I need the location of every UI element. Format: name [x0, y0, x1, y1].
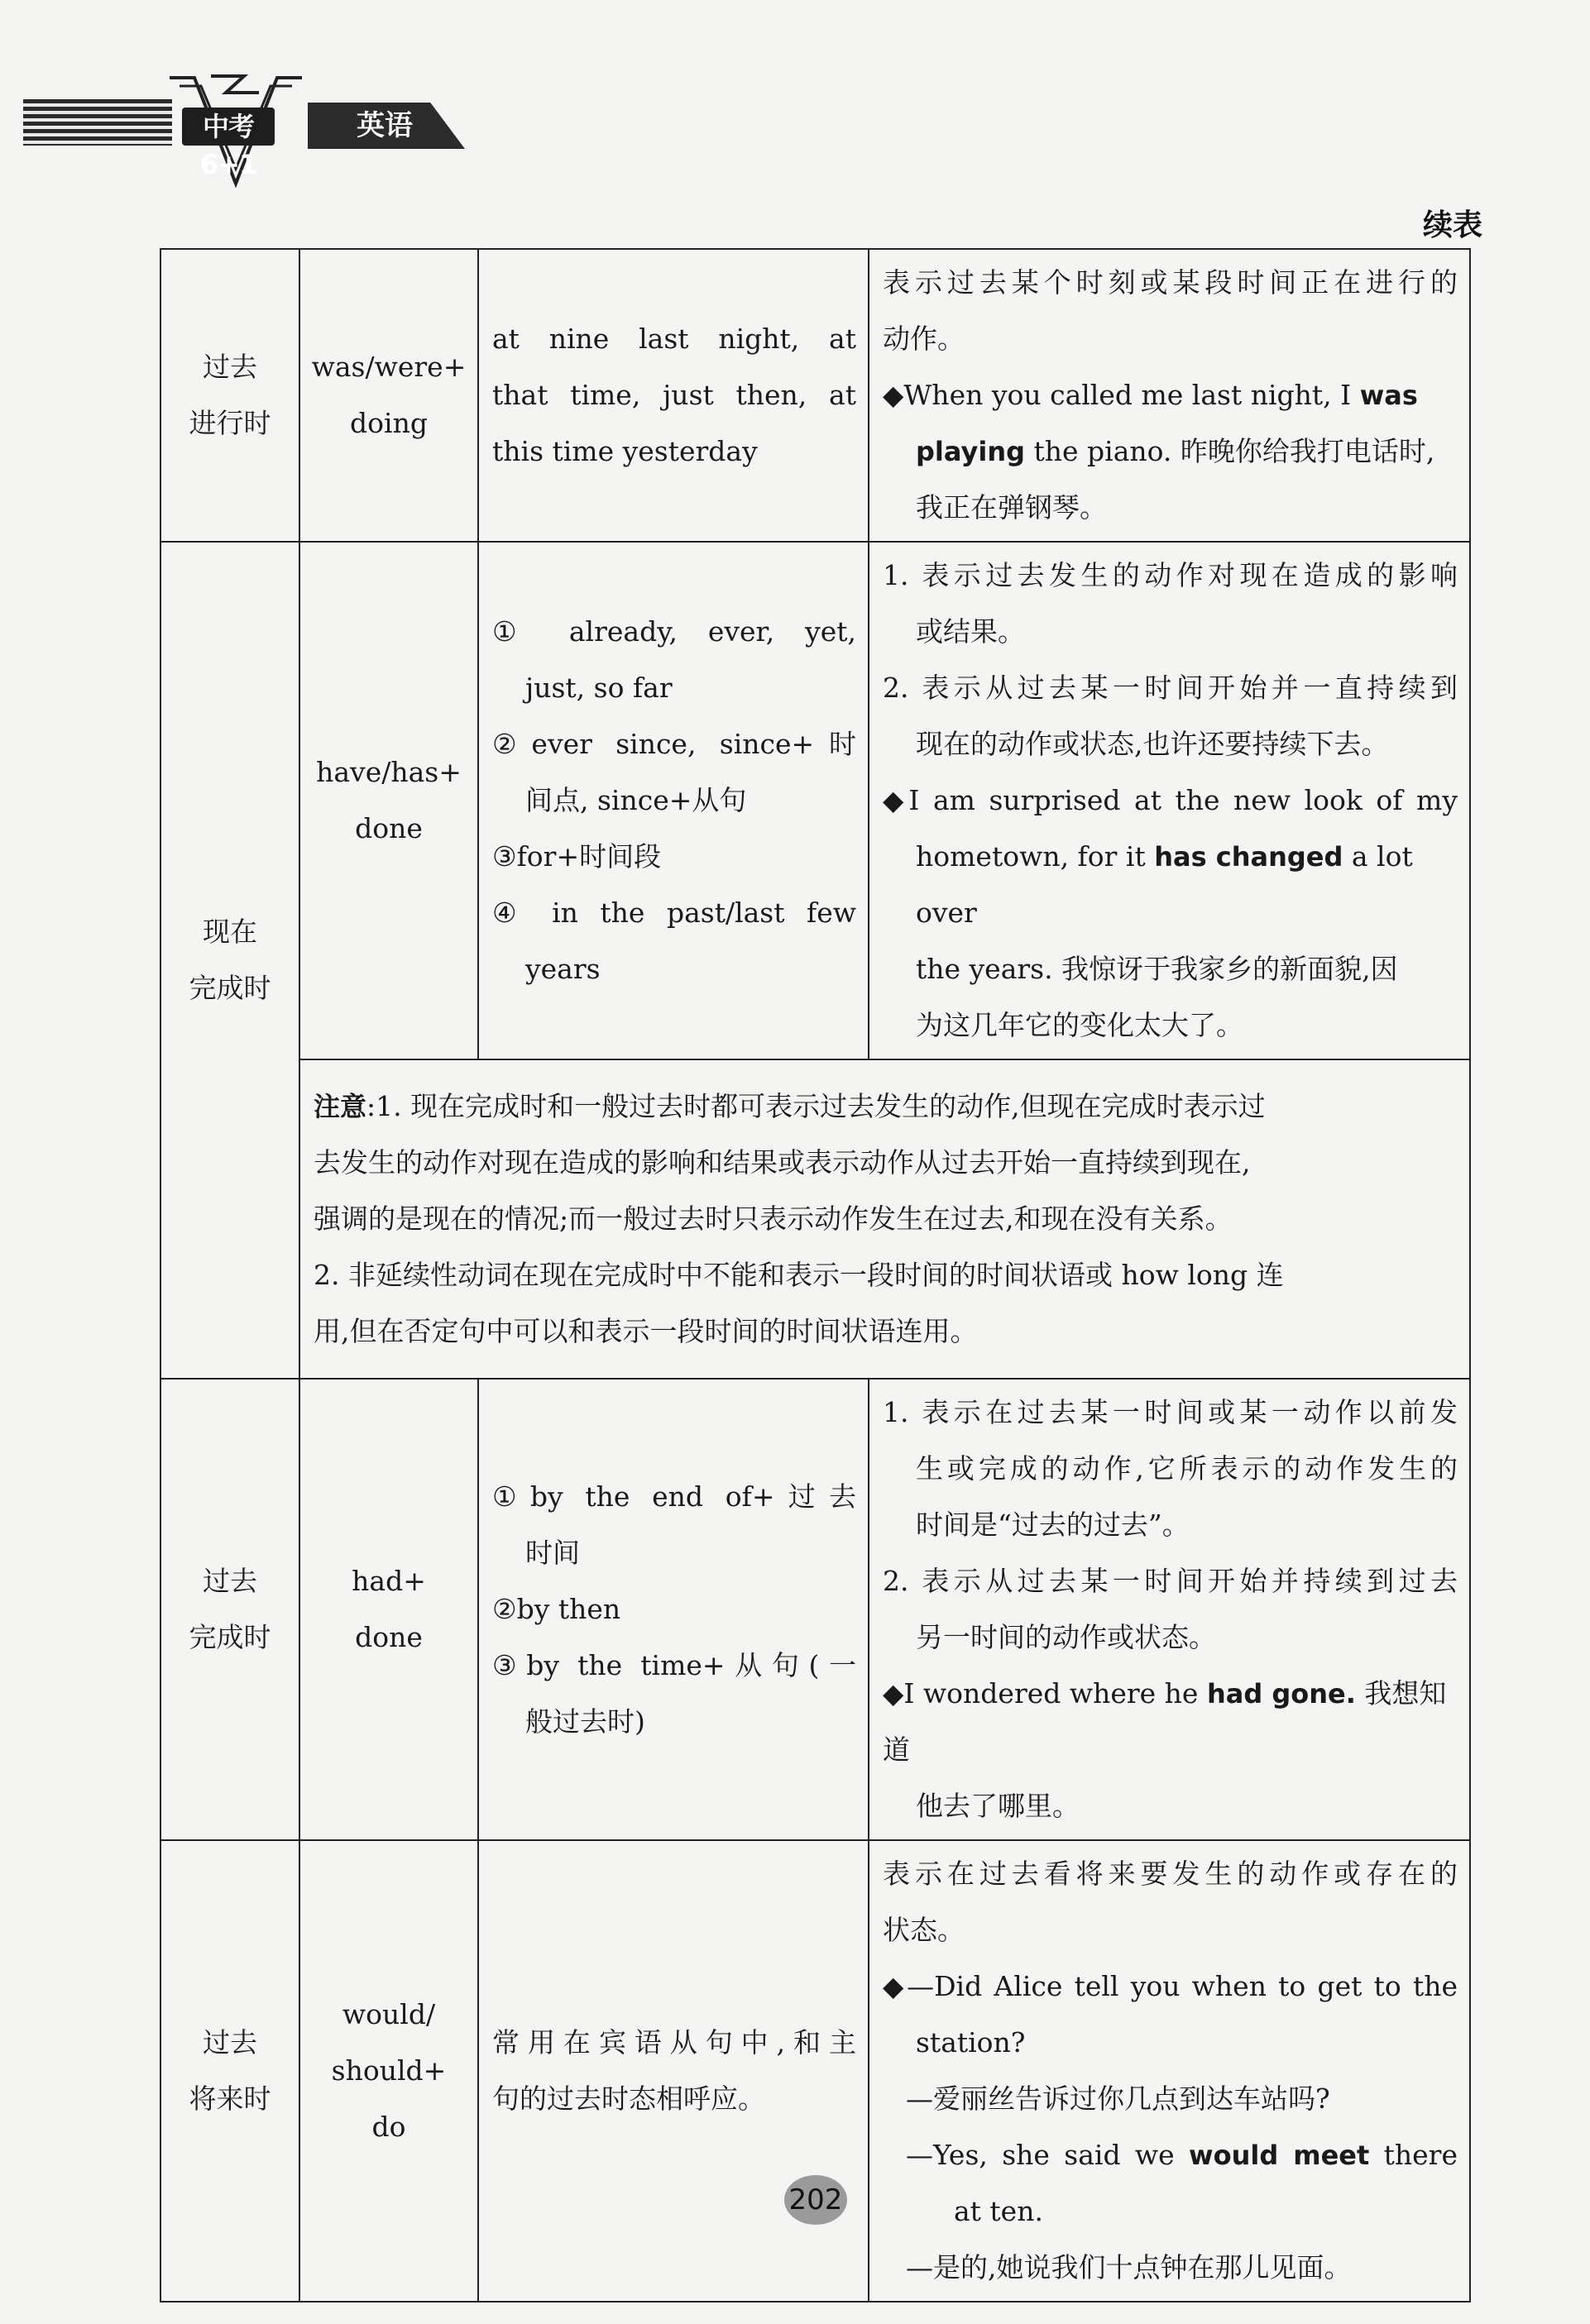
tense-name-line: 进行时	[189, 407, 271, 439]
tense-name-line: 过去	[203, 2026, 257, 2059]
usage-line: 2. 表示从过去某一时间开始并持续到过去	[883, 1565, 1458, 1597]
adverbial-line: 常用在宾语从句中,和主	[492, 2026, 856, 2059]
usage-line: 时间是“过去的过去”。	[916, 1509, 1190, 1541]
table-row	[160, 1840, 1470, 2302]
table-row	[160, 1379, 1470, 1840]
form-line: was/were+	[311, 351, 467, 383]
example-translation: —爱丽丝告诉过你几点到达车站吗?	[906, 2083, 1330, 2115]
usage-line: 另一时间的动作或状态。	[916, 1621, 1216, 1653]
diamond-bullet-icon: ◆	[883, 379, 904, 411]
usage-line: 或结果。	[916, 615, 1025, 648]
example-translation: 我正在弹钢琴。	[916, 491, 1107, 524]
form-line: done	[355, 812, 423, 844]
tense-table	[160, 248, 1471, 2302]
note-line: 用,但在否定句中可以和表示一段时间的时间状语连用。	[314, 1315, 978, 1347]
usage-line: 2. 表示从过去某一时间开始并一直持续到	[883, 672, 1458, 704]
page-number: 202	[784, 2175, 847, 2225]
adverbial-line: 时间	[525, 1537, 580, 1569]
adverbial-line: ②ever since, since+时	[492, 728, 856, 760]
example-sentence	[883, 1958, 1458, 2015]
usage-cell	[869, 249, 1470, 542]
adverbial-line: 般过去时)	[525, 1705, 645, 1738]
adverbial-line: ②by then	[492, 1593, 621, 1625]
example-text: at ten.	[954, 2195, 1043, 2227]
diamond-bullet-icon: ◆	[883, 784, 909, 816]
adverbial-line: ③for+时间段	[492, 840, 662, 873]
tense-name-line: 完成时	[189, 1621, 271, 1653]
adverbial-line: 间点, since+从句	[525, 784, 747, 816]
example-text: I am surprised at the new look of my	[908, 784, 1458, 816]
usage-line: 1. 表示过去发生的动作对现在造成的影响	[883, 559, 1458, 591]
diamond-bullet-icon: ◆	[883, 1970, 908, 2002]
example-text: —Yes, she said we	[906, 2139, 1190, 2171]
time-adverbials	[478, 1840, 869, 2302]
example-text: a lot over	[916, 840, 1413, 929]
tense-name	[160, 249, 299, 542]
example-keyword: had gone.	[1206, 1678, 1356, 1710]
note-line: 强调的是现在的情况;而一般过去时只表示动作发生在过去,和现在没有关系。	[314, 1203, 1233, 1235]
note-line: 去发生的动作对现在造成的影响和结果或表示动作从过去开始一直持续到现在,	[314, 1146, 1251, 1179]
header-stripe-bar	[23, 99, 172, 146]
example-keyword: playing	[916, 436, 1025, 467]
time-adverbials	[478, 542, 869, 1059]
tense-name-line: 现在	[203, 916, 257, 948]
example-translation: 为这几年它的变化太大了。	[916, 1009, 1243, 1041]
usage-cell	[869, 1379, 1470, 1840]
note-text: :1. 现在完成时和一般过去时都可表示过去发生的动作,但现在完成时表示过	[366, 1090, 1266, 1122]
subject-label: 英语	[357, 109, 413, 142]
example-text: station?	[916, 2026, 1026, 2059]
tense-name	[160, 1379, 299, 1840]
tense-name-line: 将来时	[189, 2083, 271, 2115]
table-row	[160, 1059, 1470, 1379]
usage-line: 现在的动作或状态,也许还要持续下去。	[916, 728, 1389, 760]
tense-form	[299, 1379, 478, 1840]
adverbial-line: ③by the time+从句(一	[492, 1649, 856, 1681]
table-row	[160, 542, 1470, 1059]
adverbial-line: just, so far	[525, 672, 673, 704]
book-title: 中考6+1	[182, 108, 275, 146]
note-label: 注意	[314, 1091, 367, 1122]
adverbial-line: years	[525, 953, 601, 985]
example-text: there	[1369, 2139, 1458, 2171]
note-line	[314, 1078, 1458, 1135]
usage-line: 表示在过去看将来要发生的动作或存在的	[883, 1858, 1458, 1890]
tense-form	[299, 542, 478, 1059]
example-sentence	[883, 423, 1458, 480]
form-line: should+	[331, 2054, 447, 2087]
form-line: done	[355, 1621, 423, 1653]
continued-label: 续表	[1422, 208, 1482, 242]
usage-line: 生或完成的动作,它所表示的动作发生的	[916, 1452, 1458, 1485]
example-keyword: has changed	[1154, 841, 1343, 873]
time-adverbials	[478, 249, 869, 542]
adverbial-line: that time, just then, at	[492, 379, 856, 411]
example-sentence	[883, 829, 1458, 941]
tense-name-line: 过去	[203, 1565, 257, 1597]
time-adverbials	[478, 1379, 869, 1840]
tense-name-line: 过去	[203, 351, 257, 383]
example-translation: 他去了哪里。	[916, 1790, 1080, 1822]
adverbial-line: ④ in the past/last few	[492, 897, 856, 929]
usage-line: 动作。	[883, 323, 965, 355]
usage-line: 表示过去某个时刻或某段时间正在进行的	[883, 266, 1458, 299]
example-translation: —是的,她说我们十点钟在那儿见面。	[906, 2251, 1352, 2283]
adverbial-line: ① already, ever, yet,	[492, 615, 856, 648]
example-text: hometown, for it	[916, 840, 1155, 873]
form-line: have/has+	[316, 756, 462, 788]
diamond-bullet-icon: ◆	[883, 1677, 904, 1710]
form-line: do	[371, 2111, 406, 2143]
example-sentence	[883, 2127, 1458, 2183]
example-translation: the years. 我惊讶于我家乡的新面貌,因	[916, 953, 1398, 985]
example-keyword: was	[1359, 380, 1418, 411]
example-text: I wondered where he	[903, 1677, 1207, 1710]
tense-name-line: 完成时	[189, 972, 271, 1004]
example-text: When you called me last night, I	[903, 379, 1360, 411]
note-line: 2. 非延续性动词在现在完成时中不能和表示一段时间的时间状语或 how long 连	[314, 1259, 1284, 1291]
example-text: —Did Alice tell you when to get to the	[907, 1970, 1458, 2002]
example-text: 我想知道	[883, 1677, 1447, 1766]
adverbial-line: ①by the end of+过去	[492, 1480, 856, 1513]
usage-line: 1. 表示在过去某一时间或某一动作以前发	[883, 1396, 1458, 1428]
usage-line: 状态。	[883, 1914, 965, 1946]
note-cell	[299, 1059, 1470, 1379]
usage-cell	[869, 542, 1470, 1059]
tense-name	[160, 1840, 299, 2302]
tense-name	[160, 542, 299, 1379]
form-line: would/	[342, 1998, 436, 2030]
adverbial-line: at nine last night, at	[492, 323, 856, 355]
tense-form	[299, 249, 478, 542]
example-text: the piano. 昨晚你给我打电话时,	[1025, 435, 1435, 467]
example-sentence	[883, 1666, 1458, 1778]
form-line: doing	[350, 407, 428, 439]
tense-form	[299, 1840, 478, 2302]
usage-cell	[869, 1840, 1470, 2302]
adverbial-line: 句的过去时态相呼应。	[492, 2083, 765, 2115]
table-row	[160, 249, 1470, 542]
example-sentence	[883, 367, 1458, 423]
adverbial-line: this time yesterday	[492, 435, 758, 467]
form-line: had+	[352, 1565, 426, 1597]
example-keyword: would meet	[1189, 2140, 1370, 2171]
example-sentence	[883, 772, 1458, 829]
